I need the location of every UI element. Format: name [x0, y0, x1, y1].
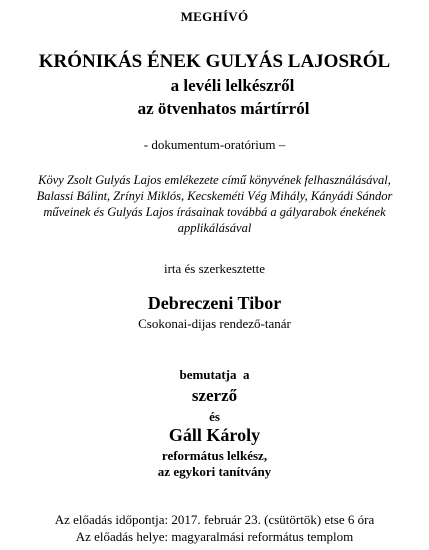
sources-line-1: Kövy Zsolt Gulyás Lajos emlékezete című könyvének felhasználásával, — [38, 173, 391, 187]
title-line-2: a levéli lelkészről — [170, 76, 295, 95]
sources-line-2: Balassi Bálint, Zrínyi Miklós, Kecskeméti Vég Mihály, Kányádi Sándor — [36, 189, 393, 203]
title-line-3: az ötvenhatos mártírról — [137, 99, 310, 118]
presenters-intro: bemutatja a — [179, 367, 250, 382]
event-place: Az előadás helye: magyaralmási református templom — [75, 529, 354, 544]
author-intro: irta és szerkesztette — [163, 261, 266, 276]
author-name: Debreczeni Tibor — [147, 293, 282, 313]
presenters-conjunction: és — [209, 409, 220, 424]
sources-line-3: műveinek és Gulyás Lajos írásainak továbbá a gályarabok énekének — [43, 205, 386, 219]
genre-subtitle: - dokumentum-oratórium – — [143, 137, 286, 152]
sources-line-4: applikálásával — [177, 221, 252, 235]
presenter-first: szerző — [191, 386, 238, 405]
author-title: Csokonai-dijas rendező-tanár — [138, 316, 291, 331]
title-line-1: KRÓNIKÁS ÉNEK GULYÁS LAJOSRÓL — [38, 51, 391, 72]
presenter-second-role-1: református lelkész, — [161, 448, 268, 463]
event-time: Az előadás időpontja: 2017. február 23. (csütörtök) etse 6 óra — [54, 512, 375, 527]
presenter-second-role-2: az egykori tanítvány — [157, 464, 272, 479]
invitation-heading: MEGHÍVÓ — [180, 9, 249, 24]
presenter-second-name: Gáll Károly — [168, 425, 261, 445]
